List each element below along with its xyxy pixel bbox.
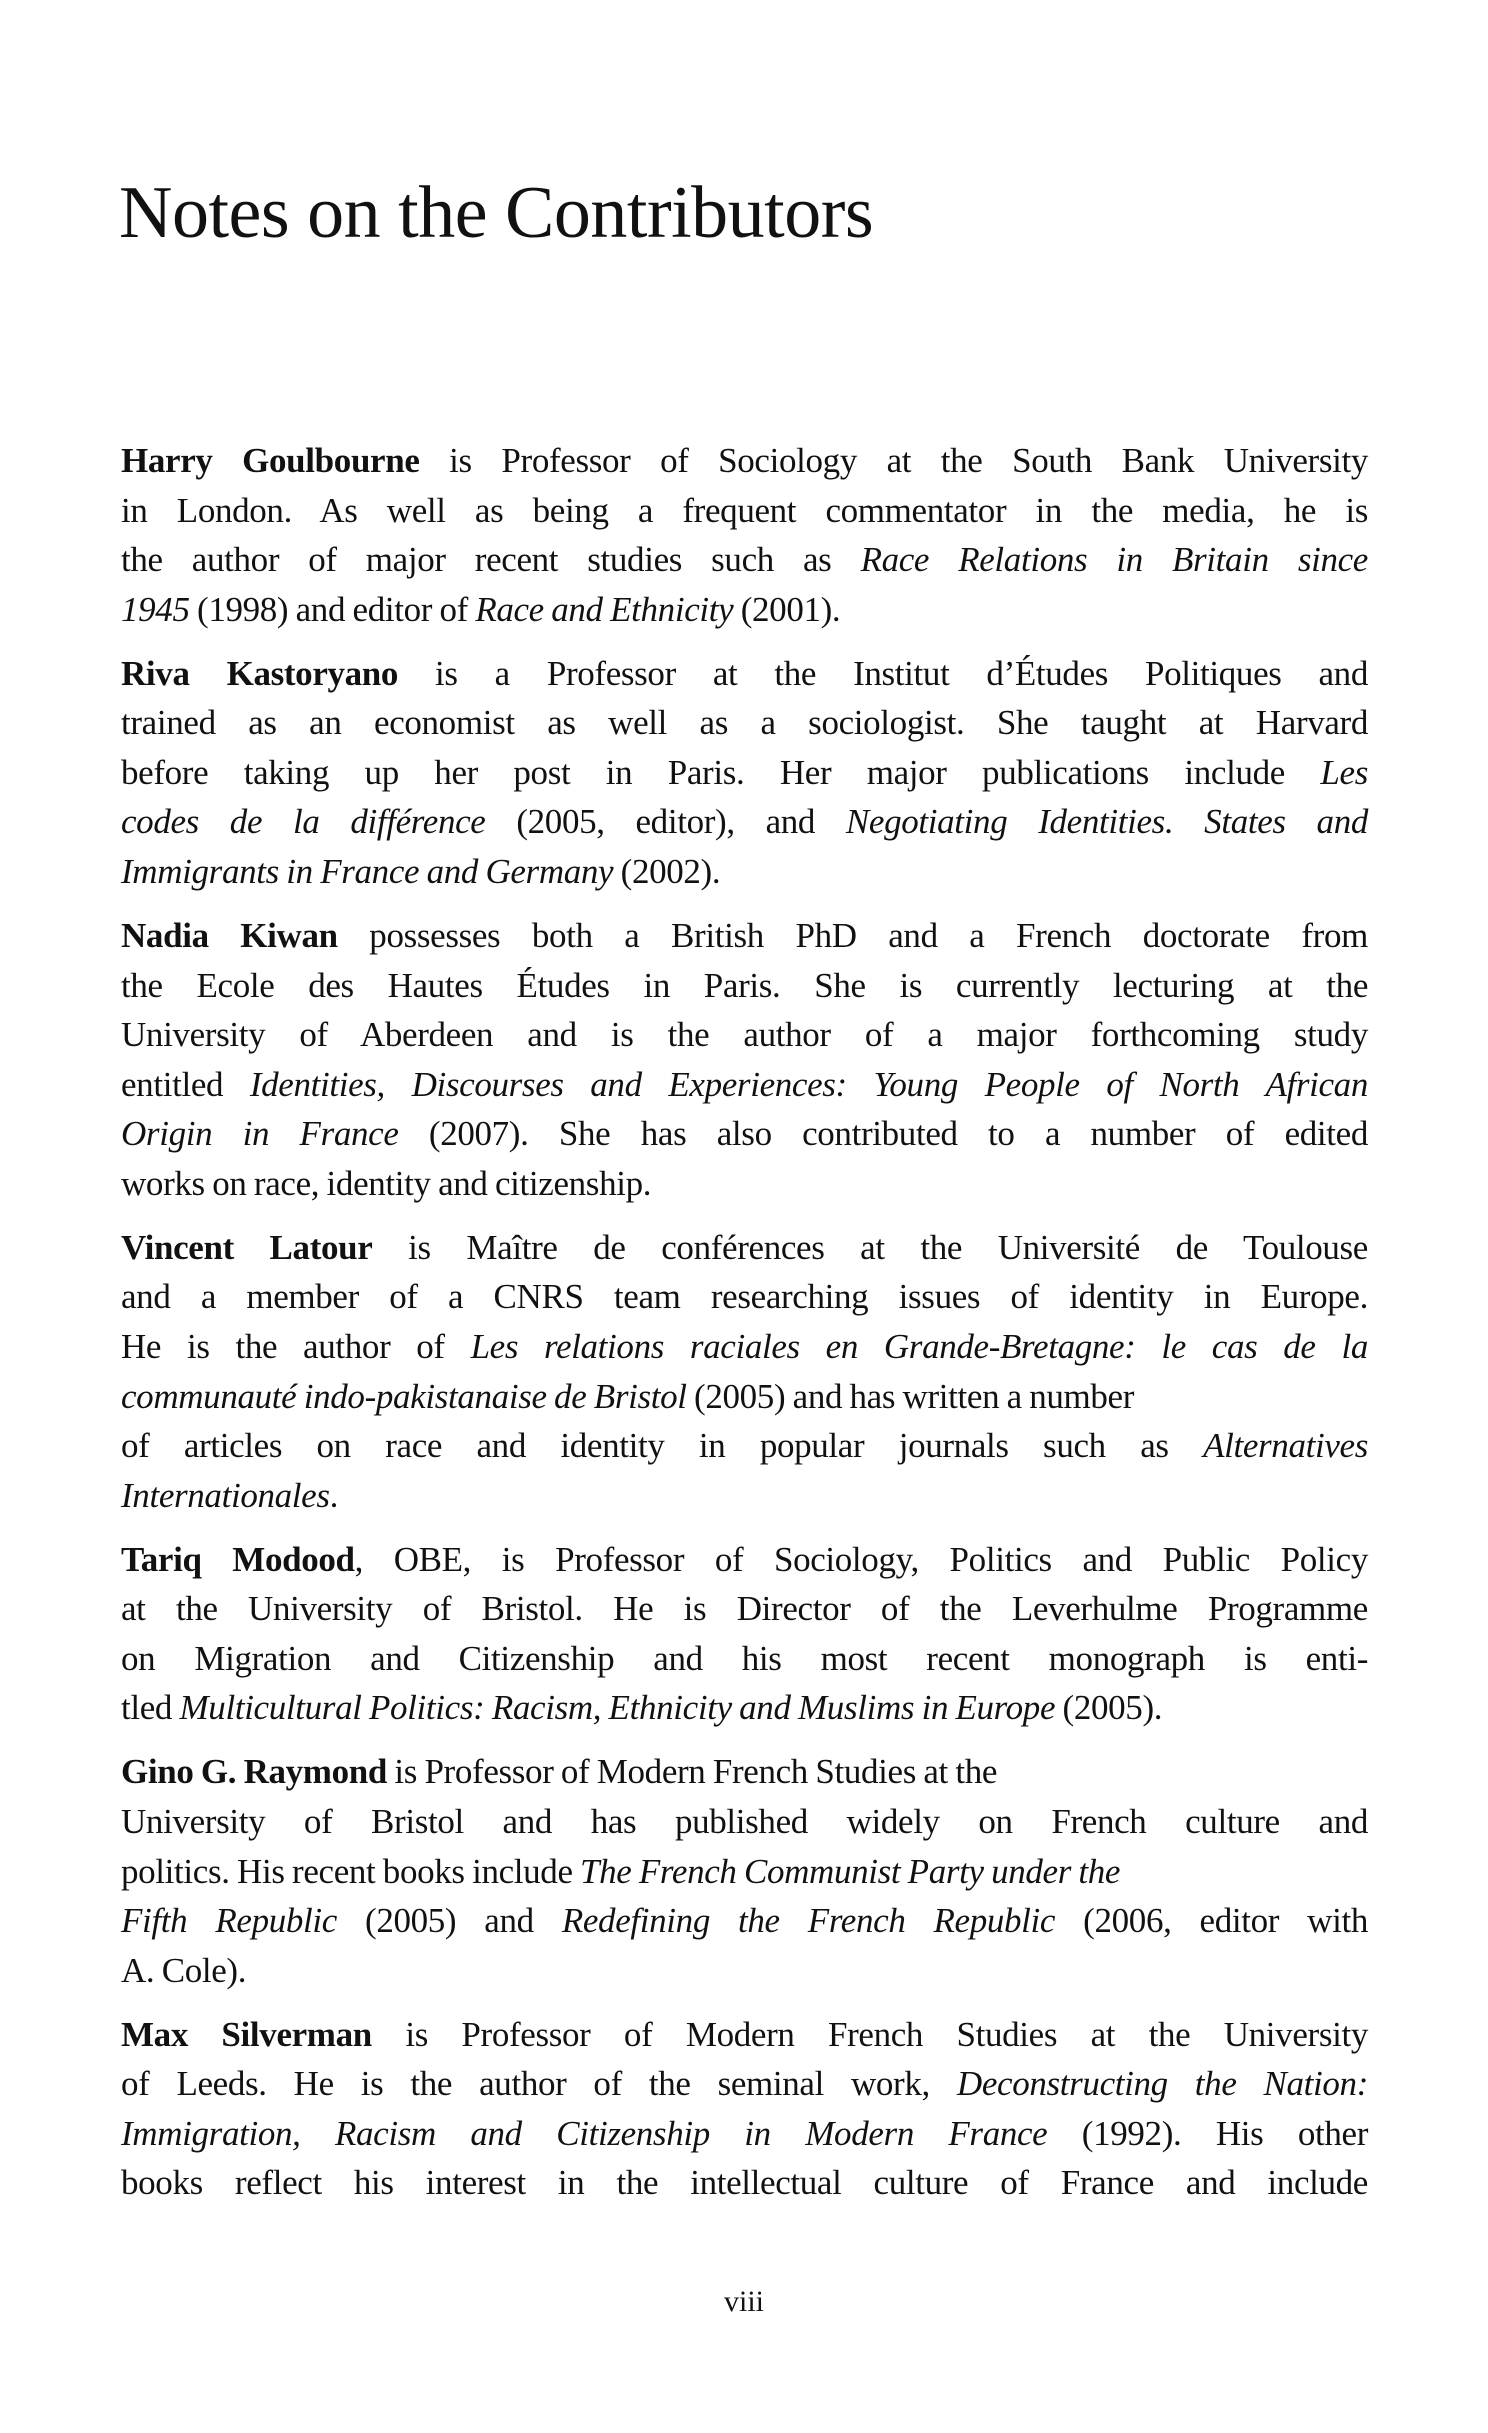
publication-title: Multicultural Politics: Racism, Ethnicity and Muslims in Europe (179, 1688, 1056, 1728)
publication-title: Fifth Republic (121, 1901, 337, 1941)
contributor-entry (121, 1747, 1368, 1995)
text-line (121, 911, 1368, 961)
publication-title: 1945 (121, 589, 190, 629)
text-line (121, 961, 1368, 1011)
publication-title: Immigrants in France and Germany (121, 852, 614, 892)
contributor-name: Tariq Modood (121, 1539, 355, 1579)
bio-text: University of Bristol and has published widely on French culture and (121, 1801, 1368, 1841)
text-line (121, 1535, 1368, 1585)
text-line (121, 1159, 1368, 1209)
text-line (121, 1896, 1368, 1946)
publication-title: Negotiating Identities. States and (845, 802, 1368, 842)
publication-title: The French Communist Party under the (580, 1851, 1121, 1891)
text-line (121, 436, 1368, 486)
text-line (121, 1272, 1368, 1322)
text-line (121, 1109, 1368, 1159)
bio-text: tled (121, 1688, 180, 1728)
bio-text: and a member of a CNRS team researching issues of identity in Europe. (121, 1277, 1368, 1317)
bio-text: (2005, editor), and (485, 802, 846, 842)
bio-text: the Ecole des Hautes Études in Paris. She is currently lecturing at the (121, 965, 1368, 1005)
contributor-entry (121, 911, 1368, 1209)
publication-title: Immigration, Racism and Citizenship in Modern France (121, 2113, 1048, 2153)
publication-title: Identities, Discourses and Experiences: Young People of North African (249, 1064, 1368, 1104)
text-line (121, 1797, 1368, 1847)
page-number: viii (723, 2285, 764, 2318)
bio-text: is Maître de conférences at the Université de Toulouse (372, 1227, 1368, 1267)
text-line (121, 1010, 1368, 1060)
bio-text: before taking up her post in Paris. Her major publications include (121, 752, 1321, 792)
text-line (121, 1421, 1368, 1471)
bio-text: is Professor of Sociology at the South Bank University (419, 441, 1368, 480)
bio-text: , OBE, is Professor of Sociology, Politics and Public Policy (354, 1539, 1368, 1579)
text-line (121, 1683, 1368, 1733)
publication-title: Internationales (121, 1475, 330, 1515)
text-line (121, 1322, 1368, 1372)
contributors-list (121, 436, 1368, 2222)
bio-text: the author of major recent studies such as (121, 540, 861, 580)
publication-title: communauté indo-pakistanaise de Bristol (121, 1376, 687, 1416)
bio-text: (2007). She has also contributed to a number of edited (398, 1114, 1368, 1154)
text-line (121, 1060, 1368, 1110)
publication-title: Race Relations in Britain since (860, 540, 1368, 580)
contributor-name: Nadia Kiwan (121, 915, 338, 955)
bio-text: books reflect his interest in the intellectual culture of France and include (121, 2163, 1368, 2203)
bio-text: is Professor of Modern French Studies at the (386, 1752, 998, 1792)
text-line (121, 1747, 1368, 1797)
contributor-entry (121, 649, 1368, 897)
contributor-name: Harry Goulbourne (121, 441, 420, 480)
publication-title: Les relations raciales en Grande-Bretagne: le cas de la (470, 1326, 1368, 1366)
text-line (121, 1223, 1368, 1273)
text-line (121, 2010, 1368, 2060)
publication-title: Redefining the French Republic (561, 1901, 1056, 1941)
bio-text: (2006, editor with (1055, 1901, 1368, 1941)
text-line (121, 2109, 1368, 2159)
publication-title: Alternatives (1203, 1426, 1368, 1466)
text-line (121, 1584, 1368, 1634)
text-line (121, 2158, 1368, 2208)
contributor-name: Max Silverman (121, 2014, 372, 2054)
bio-text: possesses both a British PhD and a French doctorate from (337, 915, 1368, 955)
bio-text: trained as an economist as well as a sociologist. She taught at Harvard (121, 703, 1368, 743)
text-line (121, 535, 1368, 585)
text-line (121, 797, 1368, 847)
text-line (121, 1471, 1368, 1521)
bio-text: entitled (121, 1064, 250, 1104)
contributor-entry (121, 1535, 1368, 1733)
contributor-name: Gino G. Raymond (121, 1752, 387, 1792)
bio-text: (1998) and editor of (189, 589, 476, 629)
text-line (121, 2059, 1368, 2109)
text-line (121, 1847, 1368, 1897)
bio-text: on Migration and Citizenship and his most recent monograph is enti- (121, 1638, 1368, 1678)
bio-text: at the University of Bristol. He is Director of the Leverhulme Programme (121, 1589, 1368, 1629)
publication-title: Les (1320, 752, 1368, 792)
bio-text: . (329, 1475, 339, 1515)
bio-text: A. Cole). (121, 1950, 247, 1990)
contributor-entry (121, 2010, 1368, 2208)
publication-title: Deconstructing the Nation: (956, 2064, 1368, 2104)
bio-text: of Leeds. He is the author of the seminal work, (121, 2064, 957, 2104)
publication-title: Origin in France (121, 1114, 399, 1154)
contributor-name: Riva Kastoryano (121, 653, 399, 693)
text-line (121, 1634, 1368, 1684)
contributor-entry (121, 1223, 1368, 1521)
contributor-name: Vincent Latour (121, 1227, 373, 1267)
bio-text: of articles on race and identity in popular journals such as (121, 1426, 1204, 1466)
text-line (121, 649, 1368, 699)
bio-text: is a Professor at the Institut d’Études Politiques and (398, 653, 1368, 693)
bio-text: He is the author of (121, 1326, 471, 1366)
bio-text: (1992). His other (1047, 2113, 1368, 2153)
publication-title: codes de la différence (121, 802, 486, 842)
bio-text: (2005). (1055, 1688, 1163, 1728)
bio-text: is Professor of Modern French Studies at the University (371, 2014, 1368, 2054)
text-line (121, 486, 1368, 536)
publication-title: Race and Ethnicity (475, 589, 734, 629)
bio-text: (2005) and (336, 1901, 562, 1941)
bio-text: (2002). (613, 852, 721, 892)
page-title: Notes on the Contributors (119, 172, 874, 254)
text-line (121, 847, 1368, 897)
bio-text: in London. As well as being a frequent commentator in the media, he is (121, 490, 1368, 530)
bio-text: politics. His recent books include (121, 1851, 581, 1891)
bio-text: (2001). (733, 589, 841, 629)
contributor-entry (121, 436, 1368, 634)
text-line (121, 698, 1368, 748)
bio-text: University of Aberdeen and is the author of a major forthcoming study (121, 1015, 1368, 1055)
bio-text: (2005) and has written a number (686, 1376, 1135, 1416)
text-line (121, 585, 1368, 635)
text-line (121, 1946, 1368, 1996)
text-line (121, 748, 1368, 798)
text-line (121, 1372, 1368, 1422)
bio-text: works on race, identity and citizenship. (121, 1163, 652, 1203)
